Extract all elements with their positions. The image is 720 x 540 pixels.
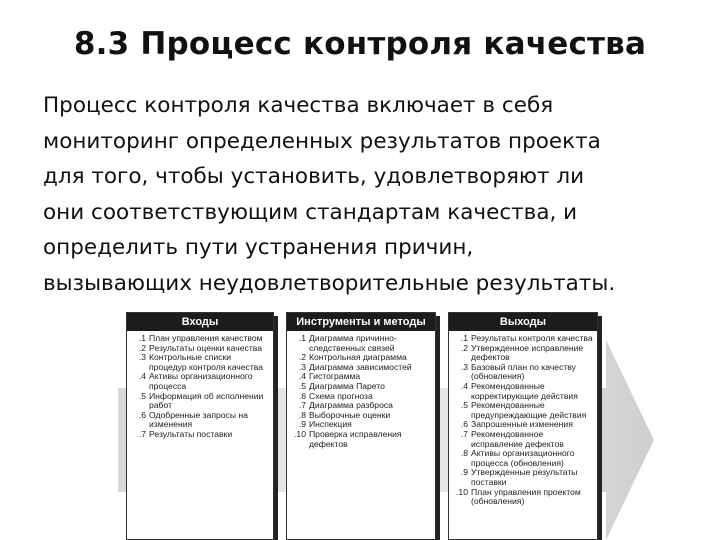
item-text: Рекомендованное исправление дефектов [471,428,564,449]
item-text: Утвержденное исправление дефектов [471,342,584,363]
body-line: мониторинг определенных результатов проекта [43,128,601,154]
list-item [455,449,593,468]
tools-list [287,331,435,449]
item-text: Рекомендованные предупреждающие действия [471,400,587,420]
item-number: .2 [460,342,468,353]
item-text: Диаграмма разброса [309,400,393,411]
tools-panel [286,312,436,540]
item-number: .1 [298,333,306,343]
inputs-list [127,331,273,440]
body-paragraph [43,88,703,301]
item-number: .10 [294,428,306,439]
item-number: .6 [298,390,306,401]
item-number: .4 [460,380,468,391]
list-item [455,363,593,382]
item-number: .3 [138,352,146,363]
item-text: Базовый план по качеству (обновления) [471,361,576,382]
item-number: .6 [460,419,468,430]
item-text: Информация об исполнении работ [149,390,264,411]
item-number: .5 [460,400,468,411]
item-text: Активы организационного процесса [149,371,253,391]
item-text: Контрольная диаграмма [309,352,407,363]
item-number: .10 [456,486,468,497]
item-text: Результаты поставки [149,428,233,439]
inputs-header: Входы [127,313,273,331]
item-number: .7 [460,428,468,439]
list-item [455,344,593,363]
item-text: Контрольные списки процедур контроля качества [149,352,264,372]
list-item [133,430,269,440]
body-line: определить пути устранения причин, [43,235,474,260]
item-text: Проверка исправления дефектов [309,428,402,449]
item-text: План управления качеством [149,333,263,343]
item-number: .4 [298,371,306,382]
inputs-panel [126,312,274,540]
item-text: Утвержденные результаты поставки [471,467,578,487]
item-text: Диаграмма причинно-следственных связей [309,333,397,353]
item-number: .6 [138,409,146,420]
item-number: .4 [138,371,146,382]
item-number: .1 [138,333,146,343]
item-text: Выборочные оценки [309,409,391,420]
list-item [455,488,593,507]
list-item [133,392,269,411]
item-text: Активы организационного процесса (обновления) [471,448,575,468]
item-number: .3 [298,361,306,372]
item-text: Результаты контроля качества [471,333,593,343]
item-number: .1 [460,333,468,343]
item-text: Запрошенные изменения [471,419,573,430]
item-number: .8 [298,409,306,420]
list-item [133,372,269,391]
item-number: .7 [298,400,306,411]
item-text: Результаты оценки качества [149,342,263,353]
slide-title: 8.3 Процесс контроля качества [73,26,647,62]
item-text: Инспекция [309,419,352,430]
list-item [455,430,593,449]
body-line: Процесс контроля качества включает в себя [43,93,554,118]
item-text: Одобренные запросы на изменения [149,409,248,430]
list-item [133,411,269,430]
list-item [455,401,593,420]
outputs-header: Выходы [449,313,597,331]
item-number: .5 [138,390,146,401]
outputs-list [449,331,597,507]
item-number: .9 [298,419,306,430]
list-item [455,382,593,401]
process-diagram [118,308,658,540]
body-line: они соответствующим стандартам качества, и [43,199,578,225]
item-text: Гистограмма [309,371,361,382]
list-item [455,468,593,487]
item-text: Диаграмма зависимостей [309,361,412,372]
item-number: .9 [460,467,468,478]
item-number: .8 [460,448,468,459]
list-item [133,353,269,372]
list-item [293,430,431,449]
item-text: Схема прогноза [309,390,373,401]
item-number: .2 [298,352,306,363]
item-number: .7 [138,428,146,439]
item-number: .2 [138,342,146,353]
outputs-panel [448,312,598,540]
item-text: Диаграмма Парето [309,380,385,391]
item-number: .3 [460,361,468,372]
body-line: вызывающих неудовлетворительные результаты. [43,270,616,296]
item-text: Рекомендованные корректирующие действия [471,380,578,401]
tools-header: Инструменты и методы [287,313,435,331]
item-number: .5 [298,380,306,391]
body-line: для того, чтобы установить, удовлетворяют ли [43,164,585,189]
item-text: План управления проектом (обновления) [471,486,581,507]
list-item [293,334,431,353]
